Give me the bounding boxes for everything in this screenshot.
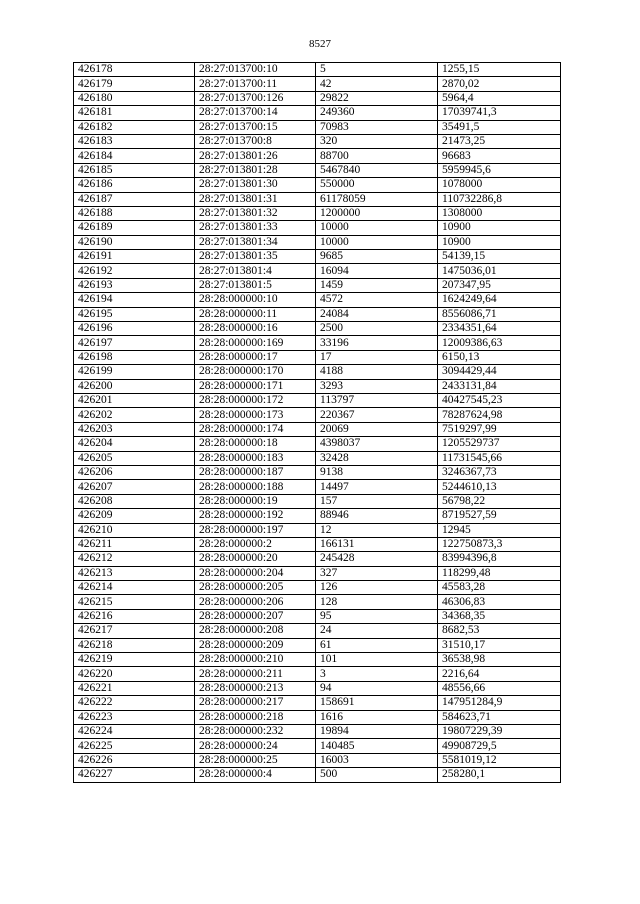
row-number-cell: 426213 [74, 566, 195, 580]
row-number-cell: 426195 [74, 307, 195, 321]
table-row [74, 696, 561, 710]
area-cell: 140485 [316, 739, 438, 753]
table-body [74, 63, 561, 783]
value-cell: 49908729,5 [438, 739, 561, 753]
value-cell: 1255,15 [438, 63, 561, 77]
row-number-cell: 426203 [74, 422, 195, 436]
table-row [74, 365, 561, 379]
row-number-cell: 426184 [74, 149, 195, 163]
area-cell: 3293 [316, 379, 438, 393]
data-table [73, 62, 561, 783]
row-number-cell: 426208 [74, 494, 195, 508]
cadastral-number-cell: 28:27:013700:15 [195, 120, 316, 134]
row-number-cell: 426206 [74, 465, 195, 479]
value-cell: 45583,28 [438, 581, 561, 595]
cadastral-number-cell: 28:28:000000:205 [195, 581, 316, 595]
table-row [74, 566, 561, 580]
row-number-cell: 426185 [74, 163, 195, 177]
cadastral-number-cell: 28:28:000000:18 [195, 437, 316, 451]
table-row [74, 523, 561, 537]
table-row [74, 465, 561, 479]
cadastral-number-cell: 28:28:000000:171 [195, 379, 316, 393]
value-cell: 10900 [438, 235, 561, 249]
value-cell: 10900 [438, 221, 561, 235]
value-cell: 7519297,99 [438, 422, 561, 436]
row-number-cell: 426220 [74, 667, 195, 681]
table-row [74, 235, 561, 249]
table-row [74, 710, 561, 724]
value-cell: 21473,25 [438, 134, 561, 148]
cadastral-number-cell: 28:27:013801:31 [195, 192, 316, 206]
cadastral-number-cell: 28:27:013700:126 [195, 91, 316, 105]
area-cell: 61178059 [316, 192, 438, 206]
area-cell: 17 [316, 350, 438, 364]
cadastral-number-cell: 28:28:000000:24 [195, 739, 316, 753]
cadastral-number-cell: 28:28:000000:172 [195, 393, 316, 407]
cadastral-number-cell: 28:28:000000:204 [195, 566, 316, 580]
value-cell: 12009386,63 [438, 336, 561, 350]
area-cell: 24 [316, 624, 438, 638]
table-row [74, 91, 561, 105]
cadastral-number-cell: 28:28:000000:173 [195, 408, 316, 422]
cadastral-number-cell: 28:27:013801:26 [195, 149, 316, 163]
row-number-cell: 426196 [74, 322, 195, 336]
table-row [74, 322, 561, 336]
value-cell: 78287624,98 [438, 408, 561, 422]
cadastral-number-cell: 28:27:013801:30 [195, 178, 316, 192]
table-row [74, 494, 561, 508]
row-number-cell: 426201 [74, 393, 195, 407]
cadastral-number-cell: 28:28:000000:188 [195, 480, 316, 494]
cadastral-number-cell: 28:28:000000:4 [195, 768, 316, 782]
table-row [74, 509, 561, 523]
table-row [74, 552, 561, 566]
value-cell: 5581019,12 [438, 753, 561, 767]
row-number-cell: 426219 [74, 653, 195, 667]
area-cell: 5 [316, 63, 438, 77]
area-cell: 16094 [316, 264, 438, 278]
area-cell: 61 [316, 638, 438, 652]
row-number-cell: 426204 [74, 437, 195, 451]
table-row [74, 63, 561, 77]
area-cell: 1200000 [316, 206, 438, 220]
row-number-cell: 426187 [74, 192, 195, 206]
area-cell: 20069 [316, 422, 438, 436]
row-number-cell: 426199 [74, 365, 195, 379]
cadastral-number-cell: 28:28:000000:197 [195, 523, 316, 537]
value-cell: 40427545,23 [438, 393, 561, 407]
value-cell: 3246367,73 [438, 465, 561, 479]
table-row [74, 393, 561, 407]
row-number-cell: 426193 [74, 278, 195, 292]
row-number-cell: 426227 [74, 768, 195, 782]
area-cell: 94 [316, 681, 438, 695]
area-cell: 19894 [316, 724, 438, 738]
row-number-cell: 426200 [74, 379, 195, 393]
value-cell: 2334351,64 [438, 322, 561, 336]
row-number-cell: 426207 [74, 480, 195, 494]
cadastral-number-cell: 28:27:013700:10 [195, 63, 316, 77]
row-number-cell: 426222 [74, 696, 195, 710]
row-number-cell: 426205 [74, 451, 195, 465]
value-cell: 31510,17 [438, 638, 561, 652]
area-cell: 166131 [316, 537, 438, 551]
cadastral-number-cell: 28:28:000000:169 [195, 336, 316, 350]
area-cell: 4572 [316, 293, 438, 307]
area-cell: 1459 [316, 278, 438, 292]
row-number-cell: 426180 [74, 91, 195, 105]
area-cell: 158691 [316, 696, 438, 710]
table-row [74, 278, 561, 292]
value-cell: 34368,35 [438, 609, 561, 623]
cadastral-number-cell: 28:27:013801:32 [195, 206, 316, 220]
value-cell: 6150,13 [438, 350, 561, 364]
area-cell: 5467840 [316, 163, 438, 177]
cadastral-number-cell: 28:27:013700:8 [195, 134, 316, 148]
value-cell: 8719527,59 [438, 509, 561, 523]
row-number-cell: 426186 [74, 178, 195, 192]
row-number-cell: 426218 [74, 638, 195, 652]
value-cell: 3094429,44 [438, 365, 561, 379]
row-number-cell: 426217 [74, 624, 195, 638]
area-cell: 10000 [316, 235, 438, 249]
area-cell: 3 [316, 667, 438, 681]
cadastral-number-cell: 28:28:000000:206 [195, 595, 316, 609]
value-cell: 584623,71 [438, 710, 561, 724]
cadastral-number-cell: 28:28:000000:16 [195, 322, 316, 336]
table-row [74, 178, 561, 192]
row-number-cell: 426179 [74, 77, 195, 91]
table-row [74, 293, 561, 307]
area-cell: 327 [316, 566, 438, 580]
table-row [74, 681, 561, 695]
cadastral-number-cell: 28:28:000000:192 [195, 509, 316, 523]
cadastral-number-cell: 28:28:000000:208 [195, 624, 316, 638]
value-cell: 2433131,84 [438, 379, 561, 393]
table-row [74, 106, 561, 120]
cadastral-number-cell: 28:28:000000:210 [195, 653, 316, 667]
cadastral-number-cell: 28:28:000000:2 [195, 537, 316, 551]
cadastral-number-cell: 28:28:000000:20 [195, 552, 316, 566]
value-cell: 11731545,66 [438, 451, 561, 465]
area-cell: 101 [316, 653, 438, 667]
table-row [74, 422, 561, 436]
area-cell: 12 [316, 523, 438, 537]
cadastral-number-cell: 28:27:013801:4 [195, 264, 316, 278]
table-row [74, 768, 561, 782]
cadastral-number-cell: 28:28:000000:17 [195, 350, 316, 364]
area-cell: 95 [316, 609, 438, 623]
cadastral-number-cell: 28:27:013700:14 [195, 106, 316, 120]
value-cell: 17039741,3 [438, 106, 561, 120]
value-cell: 2870,02 [438, 77, 561, 91]
area-cell: 32428 [316, 451, 438, 465]
table-row [74, 264, 561, 278]
row-number-cell: 426223 [74, 710, 195, 724]
area-cell: 2500 [316, 322, 438, 336]
table-row [74, 581, 561, 595]
row-number-cell: 426225 [74, 739, 195, 753]
value-cell: 56798,22 [438, 494, 561, 508]
cadastral-number-cell: 28:27:013801:28 [195, 163, 316, 177]
table-row [74, 537, 561, 551]
cadastral-number-cell: 28:28:000000:11 [195, 307, 316, 321]
area-cell: 220367 [316, 408, 438, 422]
area-cell: 10000 [316, 221, 438, 235]
area-cell: 88700 [316, 149, 438, 163]
value-cell: 1078000 [438, 178, 561, 192]
area-cell: 249360 [316, 106, 438, 120]
row-number-cell: 426191 [74, 250, 195, 264]
row-number-cell: 426188 [74, 206, 195, 220]
area-cell: 14497 [316, 480, 438, 494]
area-cell: 320 [316, 134, 438, 148]
area-cell: 157 [316, 494, 438, 508]
cadastral-number-cell: 28:27:013801:33 [195, 221, 316, 235]
value-cell: 207347,95 [438, 278, 561, 292]
cadastral-number-cell: 28:28:000000:217 [195, 696, 316, 710]
value-cell: 110732286,8 [438, 192, 561, 206]
value-cell: 1624249,64 [438, 293, 561, 307]
cadastral-number-cell: 28:28:000000:218 [195, 710, 316, 724]
row-number-cell: 426221 [74, 681, 195, 695]
table-row [74, 250, 561, 264]
row-number-cell: 426202 [74, 408, 195, 422]
table-row [74, 739, 561, 753]
area-cell: 550000 [316, 178, 438, 192]
value-cell: 12945 [438, 523, 561, 537]
area-cell: 88946 [316, 509, 438, 523]
cadastral-number-cell: 28:28:000000:232 [195, 724, 316, 738]
table-row [74, 163, 561, 177]
row-number-cell: 426209 [74, 509, 195, 523]
row-number-cell: 426194 [74, 293, 195, 307]
value-cell: 46306,83 [438, 595, 561, 609]
area-cell: 42 [316, 77, 438, 91]
value-cell: 35491,5 [438, 120, 561, 134]
table-row [74, 451, 561, 465]
table-row [74, 653, 561, 667]
row-number-cell: 426215 [74, 595, 195, 609]
value-cell: 36538,98 [438, 653, 561, 667]
value-cell: 83994396,8 [438, 552, 561, 566]
value-cell: 19807229,39 [438, 724, 561, 738]
cadastral-number-cell: 28:27:013801:34 [195, 235, 316, 249]
table-row [74, 638, 561, 652]
cadastral-number-cell: 28:28:000000:19 [195, 494, 316, 508]
table-row [74, 624, 561, 638]
area-cell: 245428 [316, 552, 438, 566]
area-cell: 24084 [316, 307, 438, 321]
table-row [74, 221, 561, 235]
table-row [74, 408, 561, 422]
row-number-cell: 426211 [74, 537, 195, 551]
area-cell: 29822 [316, 91, 438, 105]
row-number-cell: 426226 [74, 753, 195, 767]
area-cell: 9685 [316, 250, 438, 264]
table-row [74, 437, 561, 451]
row-number-cell: 426197 [74, 336, 195, 350]
page-number: 8527 [309, 38, 331, 50]
row-number-cell: 426224 [74, 724, 195, 738]
area-cell: 126 [316, 581, 438, 595]
row-number-cell: 426214 [74, 581, 195, 595]
table-row [74, 379, 561, 393]
table-row [74, 206, 561, 220]
cadastral-number-cell: 28:28:000000:207 [195, 609, 316, 623]
cadastral-number-cell: 28:28:000000:213 [195, 681, 316, 695]
value-cell: 8556086,71 [438, 307, 561, 321]
value-cell: 122750873,3 [438, 537, 561, 551]
table-row [74, 480, 561, 494]
value-cell: 258280,1 [438, 768, 561, 782]
value-cell: 8682,53 [438, 624, 561, 638]
table-row [74, 753, 561, 767]
cadastral-number-cell: 28:28:000000:209 [195, 638, 316, 652]
row-number-cell: 426181 [74, 106, 195, 120]
cadastral-number-cell: 28:28:000000:170 [195, 365, 316, 379]
area-cell: 1616 [316, 710, 438, 724]
table-row [74, 350, 561, 364]
value-cell: 5964,4 [438, 91, 561, 105]
area-cell: 70983 [316, 120, 438, 134]
value-cell: 1205529737 [438, 437, 561, 451]
cadastral-number-cell: 28:28:000000:211 [195, 667, 316, 681]
value-cell: 1308000 [438, 206, 561, 220]
table-row [74, 336, 561, 350]
value-cell: 96683 [438, 149, 561, 163]
area-cell: 9138 [316, 465, 438, 479]
table-row [74, 595, 561, 609]
table-row [74, 120, 561, 134]
cadastral-number-cell: 28:28:000000:187 [195, 465, 316, 479]
area-cell: 128 [316, 595, 438, 609]
area-cell: 16003 [316, 753, 438, 767]
area-cell: 4398037 [316, 437, 438, 451]
table-row [74, 134, 561, 148]
table-row [74, 307, 561, 321]
row-number-cell: 426183 [74, 134, 195, 148]
value-cell: 5959945,6 [438, 163, 561, 177]
row-number-cell: 426212 [74, 552, 195, 566]
value-cell: 48556,66 [438, 681, 561, 695]
table-row [74, 609, 561, 623]
row-number-cell: 426182 [74, 120, 195, 134]
cadastral-number-cell: 28:27:013801:5 [195, 278, 316, 292]
cadastral-number-cell: 28:28:000000:174 [195, 422, 316, 436]
value-cell: 5244610,13 [438, 480, 561, 494]
area-cell: 113797 [316, 393, 438, 407]
row-number-cell: 426178 [74, 63, 195, 77]
row-number-cell: 426198 [74, 350, 195, 364]
table-row [74, 77, 561, 91]
table-row [74, 667, 561, 681]
value-cell: 1475036,01 [438, 264, 561, 278]
cadastral-number-cell: 28:28:000000:10 [195, 293, 316, 307]
area-cell: 4188 [316, 365, 438, 379]
row-number-cell: 426190 [74, 235, 195, 249]
row-number-cell: 426189 [74, 221, 195, 235]
value-cell: 54139,15 [438, 250, 561, 264]
cadastral-number-cell: 28:28:000000:183 [195, 451, 316, 465]
row-number-cell: 426216 [74, 609, 195, 623]
table-row [74, 192, 561, 206]
table-row [74, 724, 561, 738]
value-cell: 2216,64 [438, 667, 561, 681]
cadastral-number-cell: 28:27:013700:11 [195, 77, 316, 91]
table-row [74, 149, 561, 163]
value-cell: 118299,48 [438, 566, 561, 580]
area-cell: 33196 [316, 336, 438, 350]
row-number-cell: 426210 [74, 523, 195, 537]
area-cell: 500 [316, 768, 438, 782]
row-number-cell: 426192 [74, 264, 195, 278]
value-cell: 147951284,9 [438, 696, 561, 710]
cadastral-number-cell: 28:27:013801:35 [195, 250, 316, 264]
cadastral-number-cell: 28:28:000000:25 [195, 753, 316, 767]
